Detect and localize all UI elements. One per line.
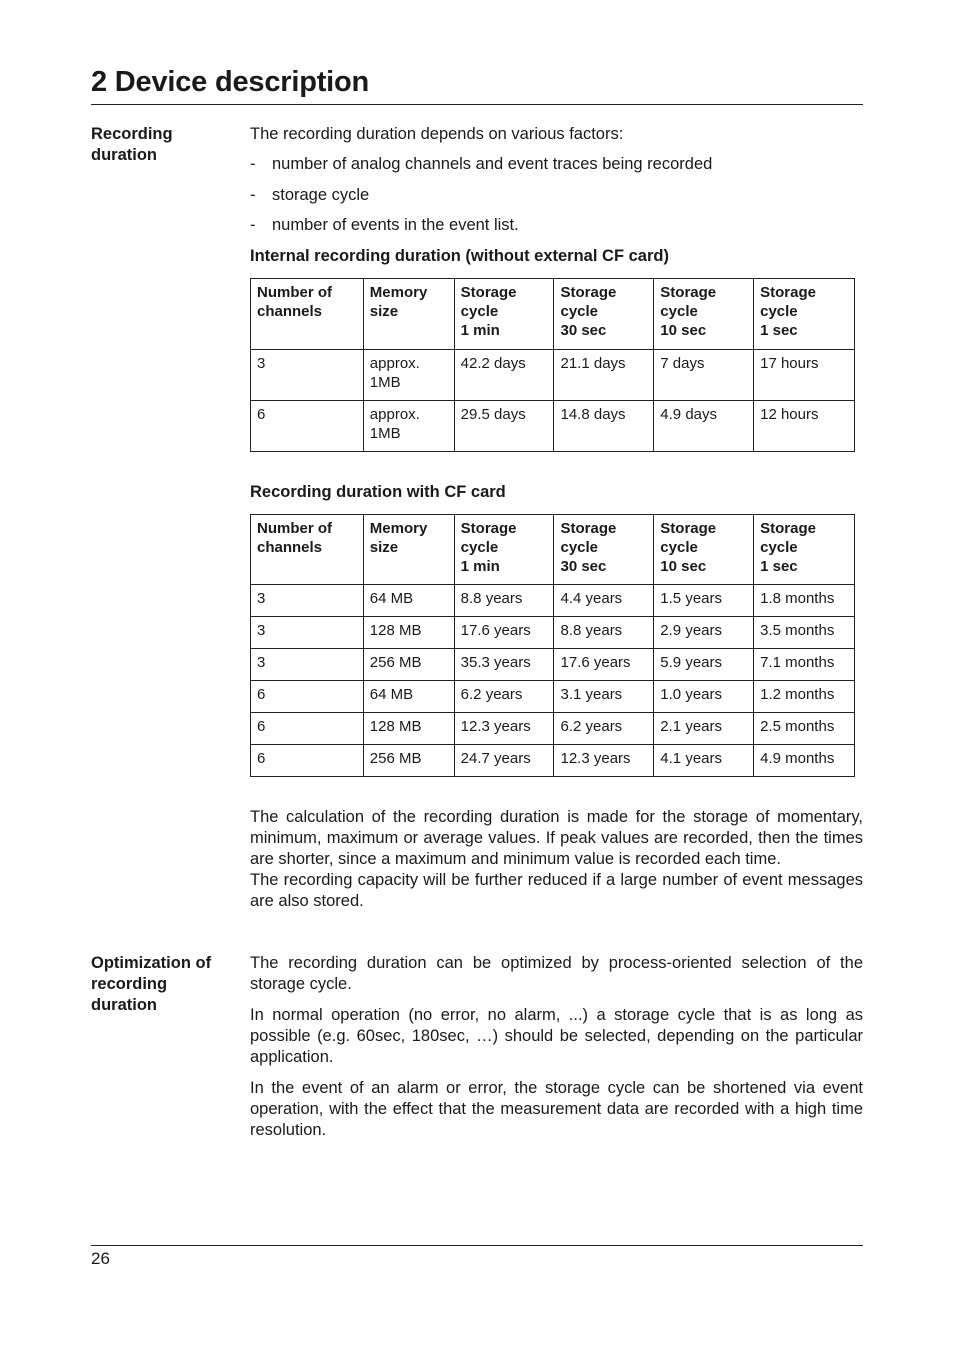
section-label-optimization xyxy=(91,953,241,1016)
table-cell: 14.8 days xyxy=(554,401,654,452)
table-cell: 6 xyxy=(251,745,364,777)
table1-heading: Internal recording duration (without external CF card) xyxy=(250,247,669,265)
table-cell: 64 MB xyxy=(363,585,454,617)
bullet-item xyxy=(250,215,863,236)
table-cell: 256 MB xyxy=(363,649,454,681)
cf-card-duration-table xyxy=(250,514,855,777)
header-cell: Storage cycle 30 sec xyxy=(554,279,654,350)
table-cell: 1.2 months xyxy=(754,681,855,713)
table-row xyxy=(251,681,855,713)
table-cell: 24.7 years xyxy=(454,745,554,777)
table-cell: 6 xyxy=(251,681,364,713)
table-cell: 5.9 years xyxy=(654,649,754,681)
table-cell: 1.5 years xyxy=(654,585,754,617)
header-cell: Memory size xyxy=(363,515,454,585)
table-row xyxy=(251,745,855,777)
header-cell: Memory size xyxy=(363,279,454,350)
header-cell: Storage cycle 1 sec xyxy=(754,279,855,350)
table-cell: 21.1 days xyxy=(554,350,654,401)
table-cell: 4.4 years xyxy=(554,585,654,617)
table-row xyxy=(251,350,855,401)
bullet-marker: - xyxy=(250,186,256,204)
table-cell: 2.9 years xyxy=(654,617,754,649)
table-cell: 3.1 years xyxy=(554,681,654,713)
section-label-line: Optimization of xyxy=(91,954,212,972)
bullet-marker: - xyxy=(250,155,256,173)
header-cell: Storage cycle 1 min xyxy=(454,515,554,585)
bullet-marker: - xyxy=(250,216,256,234)
table-cell: 3 xyxy=(251,617,364,649)
chapter-title: 2 Device description xyxy=(91,66,863,105)
header-cell: Number of channels xyxy=(251,279,364,350)
section-label-line: duration xyxy=(91,146,157,164)
table-cell: 6 xyxy=(251,401,364,452)
table-cell: 12.3 years xyxy=(454,713,554,745)
table-cell: 7.1 months xyxy=(754,649,855,681)
table-row xyxy=(251,401,855,452)
table-cell: 17.6 years xyxy=(554,649,654,681)
header-cell: Storage cycle 1 min xyxy=(454,279,554,350)
calculation-paragraph: The calculation of the recording duration is made for the storage of momentary, minimum, maximum or average values. If peak values are recorded, then the times are shorter, since a maximum and minimum value is recorded each time. xyxy=(250,808,863,868)
header-cell: Storage cycle 1 sec xyxy=(754,515,855,585)
optimization-text xyxy=(250,953,863,1141)
section-label-line: recording xyxy=(91,975,168,993)
table-cell: 1.0 years xyxy=(654,681,754,713)
table-cell: 3.5 months xyxy=(754,617,855,649)
header-cell: Number of channels xyxy=(251,515,364,585)
table-header-row xyxy=(251,279,855,350)
table-cell: 4.9 days xyxy=(654,401,754,452)
header-cell: Storage cycle 10 sec xyxy=(654,515,754,585)
table-row xyxy=(251,585,855,617)
table-header-row xyxy=(251,515,855,585)
table-cell: 35.3 years xyxy=(454,649,554,681)
section-label-recording-duration xyxy=(91,124,241,166)
table-cell: 12.3 years xyxy=(554,745,654,777)
bullet-text: number of events in the event list. xyxy=(272,216,519,234)
table-cell: 4.9 months xyxy=(754,745,855,777)
table-row xyxy=(251,617,855,649)
table-cell: 4.1 years xyxy=(654,745,754,777)
table-cell: 128 MB xyxy=(363,713,454,745)
table-cell: 6.2 years xyxy=(554,713,654,745)
bullet-item xyxy=(250,185,863,206)
footer-divider xyxy=(91,1245,863,1246)
table-row xyxy=(251,649,855,681)
table-cell: 42.2 days xyxy=(454,350,554,401)
table2-heading: Recording duration with CF card xyxy=(250,483,506,501)
header-cell: Storage cycle 30 sec xyxy=(554,515,654,585)
table-cell: 128 MB xyxy=(363,617,454,649)
table-cell: 8.8 years xyxy=(454,585,554,617)
table-cell: 7 days xyxy=(654,350,754,401)
table-row xyxy=(251,713,855,745)
section-label-line: Recording xyxy=(91,125,173,143)
table-cell: 3 xyxy=(251,350,364,401)
header-cell: Storage cycle 10 sec xyxy=(654,279,754,350)
table-cell: 2.5 months xyxy=(754,713,855,745)
table-cell: approx. 1MB xyxy=(363,350,454,401)
table-cell: 12 hours xyxy=(754,401,855,452)
normal-operation-paragraph: In normal operation (no error, no alarm, ...) a storage cycle that is as long as possible (e.g. 60sec, 180sec, …) should be selected, depending on the particular application. xyxy=(250,1006,863,1066)
internal-duration-table xyxy=(250,278,855,452)
optimization-paragraph: The recording duration can be optimized by process-oriented selection of the storage cycle. xyxy=(250,954,863,993)
table-cell: 3 xyxy=(251,649,364,681)
bullet-item xyxy=(250,154,863,175)
table-cell: 3 xyxy=(251,585,364,617)
bullet-text: number of analog channels and event traces being recorded xyxy=(272,155,713,173)
section-label-line: duration xyxy=(91,996,157,1014)
table-cell: 8.8 years xyxy=(554,617,654,649)
page-number: 26 xyxy=(91,1249,110,1268)
table-cell: 6 xyxy=(251,713,364,745)
table-cell: 1.8 months xyxy=(754,585,855,617)
table-cell: approx. 1MB xyxy=(363,401,454,452)
recording-duration-intro xyxy=(250,124,863,236)
calculation-notes xyxy=(250,807,863,912)
table-cell: 6.2 years xyxy=(454,681,554,713)
capacity-paragraph: The recording capacity will be further reduced if a large number of event messages are also stored. xyxy=(250,871,863,910)
intro-paragraph: The recording duration depends on various factors: xyxy=(250,125,624,143)
alarm-paragraph: In the event of an alarm or error, the storage cycle can be shortened via event operation, with the effect that the measurement data are recorded with a high time resolution. xyxy=(250,1079,863,1139)
table-cell: 29.5 days xyxy=(454,401,554,452)
bullet-text: storage cycle xyxy=(272,186,370,204)
table-cell: 17 hours xyxy=(754,350,855,401)
table-cell: 2.1 years xyxy=(654,713,754,745)
table-cell: 64 MB xyxy=(363,681,454,713)
table-cell: 256 MB xyxy=(363,745,454,777)
table-cell: 17.6 years xyxy=(454,617,554,649)
